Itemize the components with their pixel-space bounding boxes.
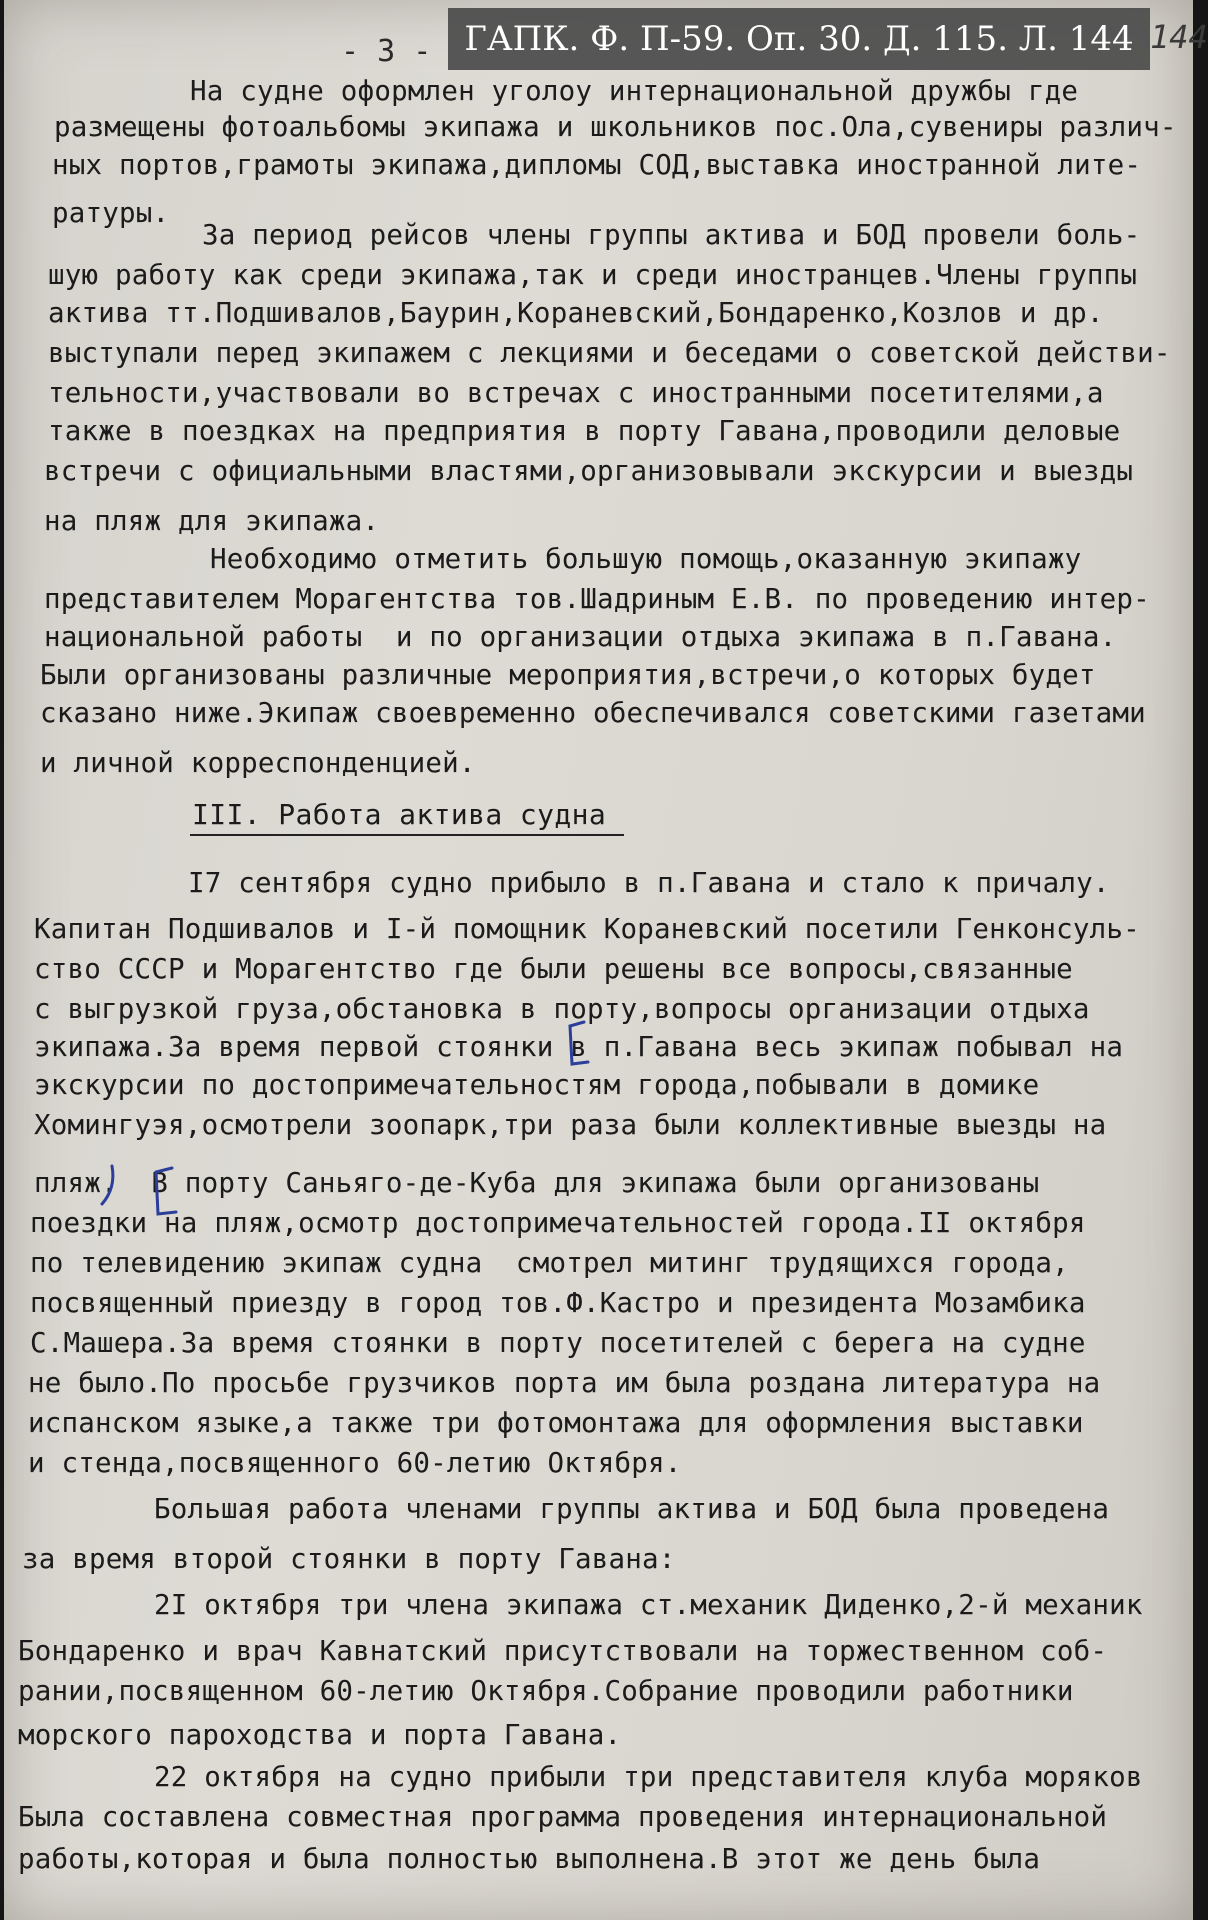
text-line: представителем Морагентства тов.Шадриным Е.В. по проведению интер- — [44, 583, 1150, 615]
text-line: не было.По просьбе грузчиков порта им была роздана литература на — [28, 1367, 1101, 1399]
text-line: по телевидению экипаж судна смотрел митинг трудящихся города, — [30, 1247, 1069, 1279]
text-line: Необходимо отметить большую помощь,оказанную экипажу — [210, 543, 1082, 575]
text-line: работы,которая и была полностью выполнена.В этот же день была — [18, 1843, 1041, 1875]
text-line: С.Машера.За время стоянки в порту посетителей с берега на судне — [30, 1327, 1086, 1359]
sheet-number: 144 — [1150, 18, 1208, 56]
text-line: Были организованы различные мероприятия,встречи,о которых будет — [40, 659, 1096, 691]
text-line: поездки на пляж,осмотр достопримечательностей города.II октября — [30, 1207, 1086, 1239]
page-number: - 3 - — [341, 34, 432, 69]
text-line: Большая работа членами группы актива и БОД была проведена — [154, 1493, 1110, 1525]
text-line: ных портов,грамоты экипажа,дипломы СОД,выставка иностранной лите- — [52, 149, 1142, 181]
text-line: размещены фотоальбомы экипажа и школьников пос.Ола,сувениры различ- — [54, 111, 1177, 143]
text-line: и стенда,посвященного 60-летию Октября. — [28, 1447, 682, 1479]
typed-text-body — [4, 0, 1193, 1920]
text-line: актива тт.Подшивалов,Баурин,Кораневский,Бондаренко,Козлов и др. — [48, 297, 1104, 329]
text-line: ратуры. — [52, 197, 170, 229]
text-line: национальной работы и по организации отдыха экипажа в п.Гавана. — [44, 621, 1117, 653]
text-line: встречи с официальными властями,организовывали экскурсии и выезды — [44, 455, 1134, 487]
text-line: За период рейсов члены группы актива и БОД провели боль- — [202, 219, 1141, 251]
text-line: экипажа.За время первой стоянки в п.Гавана весь экипаж побывал на — [34, 1031, 1124, 1063]
text-line: морского пароходства и порта Гавана. — [18, 1719, 622, 1751]
text-line: и личной корреспонденцией. — [40, 747, 476, 779]
text-line: Была составлена совместная программа проведения интернациональной — [18, 1801, 1108, 1833]
text-line: тельности,участвовали во встречах с иностранными посетителями,а — [48, 377, 1104, 409]
text-line: за время второй стоянки в порту Гавана: — [22, 1543, 676, 1575]
text-line: ство СССР и Морагентство где были решены все вопросы,связанные — [34, 953, 1073, 985]
text-line: На судне оформлен уголоу интернациональной дружбы где — [190, 75, 1079, 107]
text-line: Капитан Подшивалов и I-й помощник Кораневский посетили Генконсуль- — [34, 913, 1140, 945]
text-line: сказано ниже.Экипаж своевременно обеспечивался советскими газетами — [40, 697, 1146, 729]
text-line: пляж. В порту Саньяго-де-Куба для экипажа были организованы — [34, 1167, 1040, 1199]
text-line: также в поездках на предприятия в порту Гавана,проводили деловые — [48, 415, 1121, 447]
text-line: на пляж для экипажа. — [44, 505, 380, 537]
text-line: рании,посвященном 60-летию Октября.Собрание проводили работники — [18, 1675, 1074, 1707]
text-line: 22 октября на судно прибыли три представителя клуба моряков — [154, 1761, 1143, 1793]
text-line: выступали перед экипажем с лекциями и беседами о советской действи- — [48, 337, 1171, 369]
text-line: с выгрузкой груза,обстановка в порту,вопросы организации отдыха — [34, 993, 1090, 1025]
text-line: экскурсии по достопримечательностям города,побывали в домике — [34, 1069, 1040, 1101]
text-line: Хомингуэя,осмотрели зоопарк,три раза были коллективные выезды на — [34, 1109, 1107, 1141]
archive-reference-stamp: ГАПК. Ф. П-59. Оп. 30. Д. 115. Л. 144 — [448, 8, 1150, 70]
text-line: шую работу как среди экипажа,так и среди иностранцев.Члены группы — [48, 259, 1138, 291]
text-line: Бондаренко и врач Кавнатский присутствовали на торжественном соб- — [18, 1635, 1108, 1667]
section-heading: III. Работа актива судна — [192, 798, 607, 831]
heading-underline — [190, 834, 624, 836]
text-line: 2I октября три члена экипажа ст.механик Диденко,2-й механик — [154, 1589, 1143, 1621]
text-line: посвященный приезду в город тов.Ф.Кастро и президента Мозамбика — [30, 1287, 1086, 1319]
text-line: испанском языке,а также три фотомонтажа для оформления выставки — [28, 1407, 1084, 1439]
document-page — [4, 0, 1208, 1920]
text-line: I7 сентября судно прибыло в п.Гавана и стало к причалу. — [188, 867, 1110, 899]
